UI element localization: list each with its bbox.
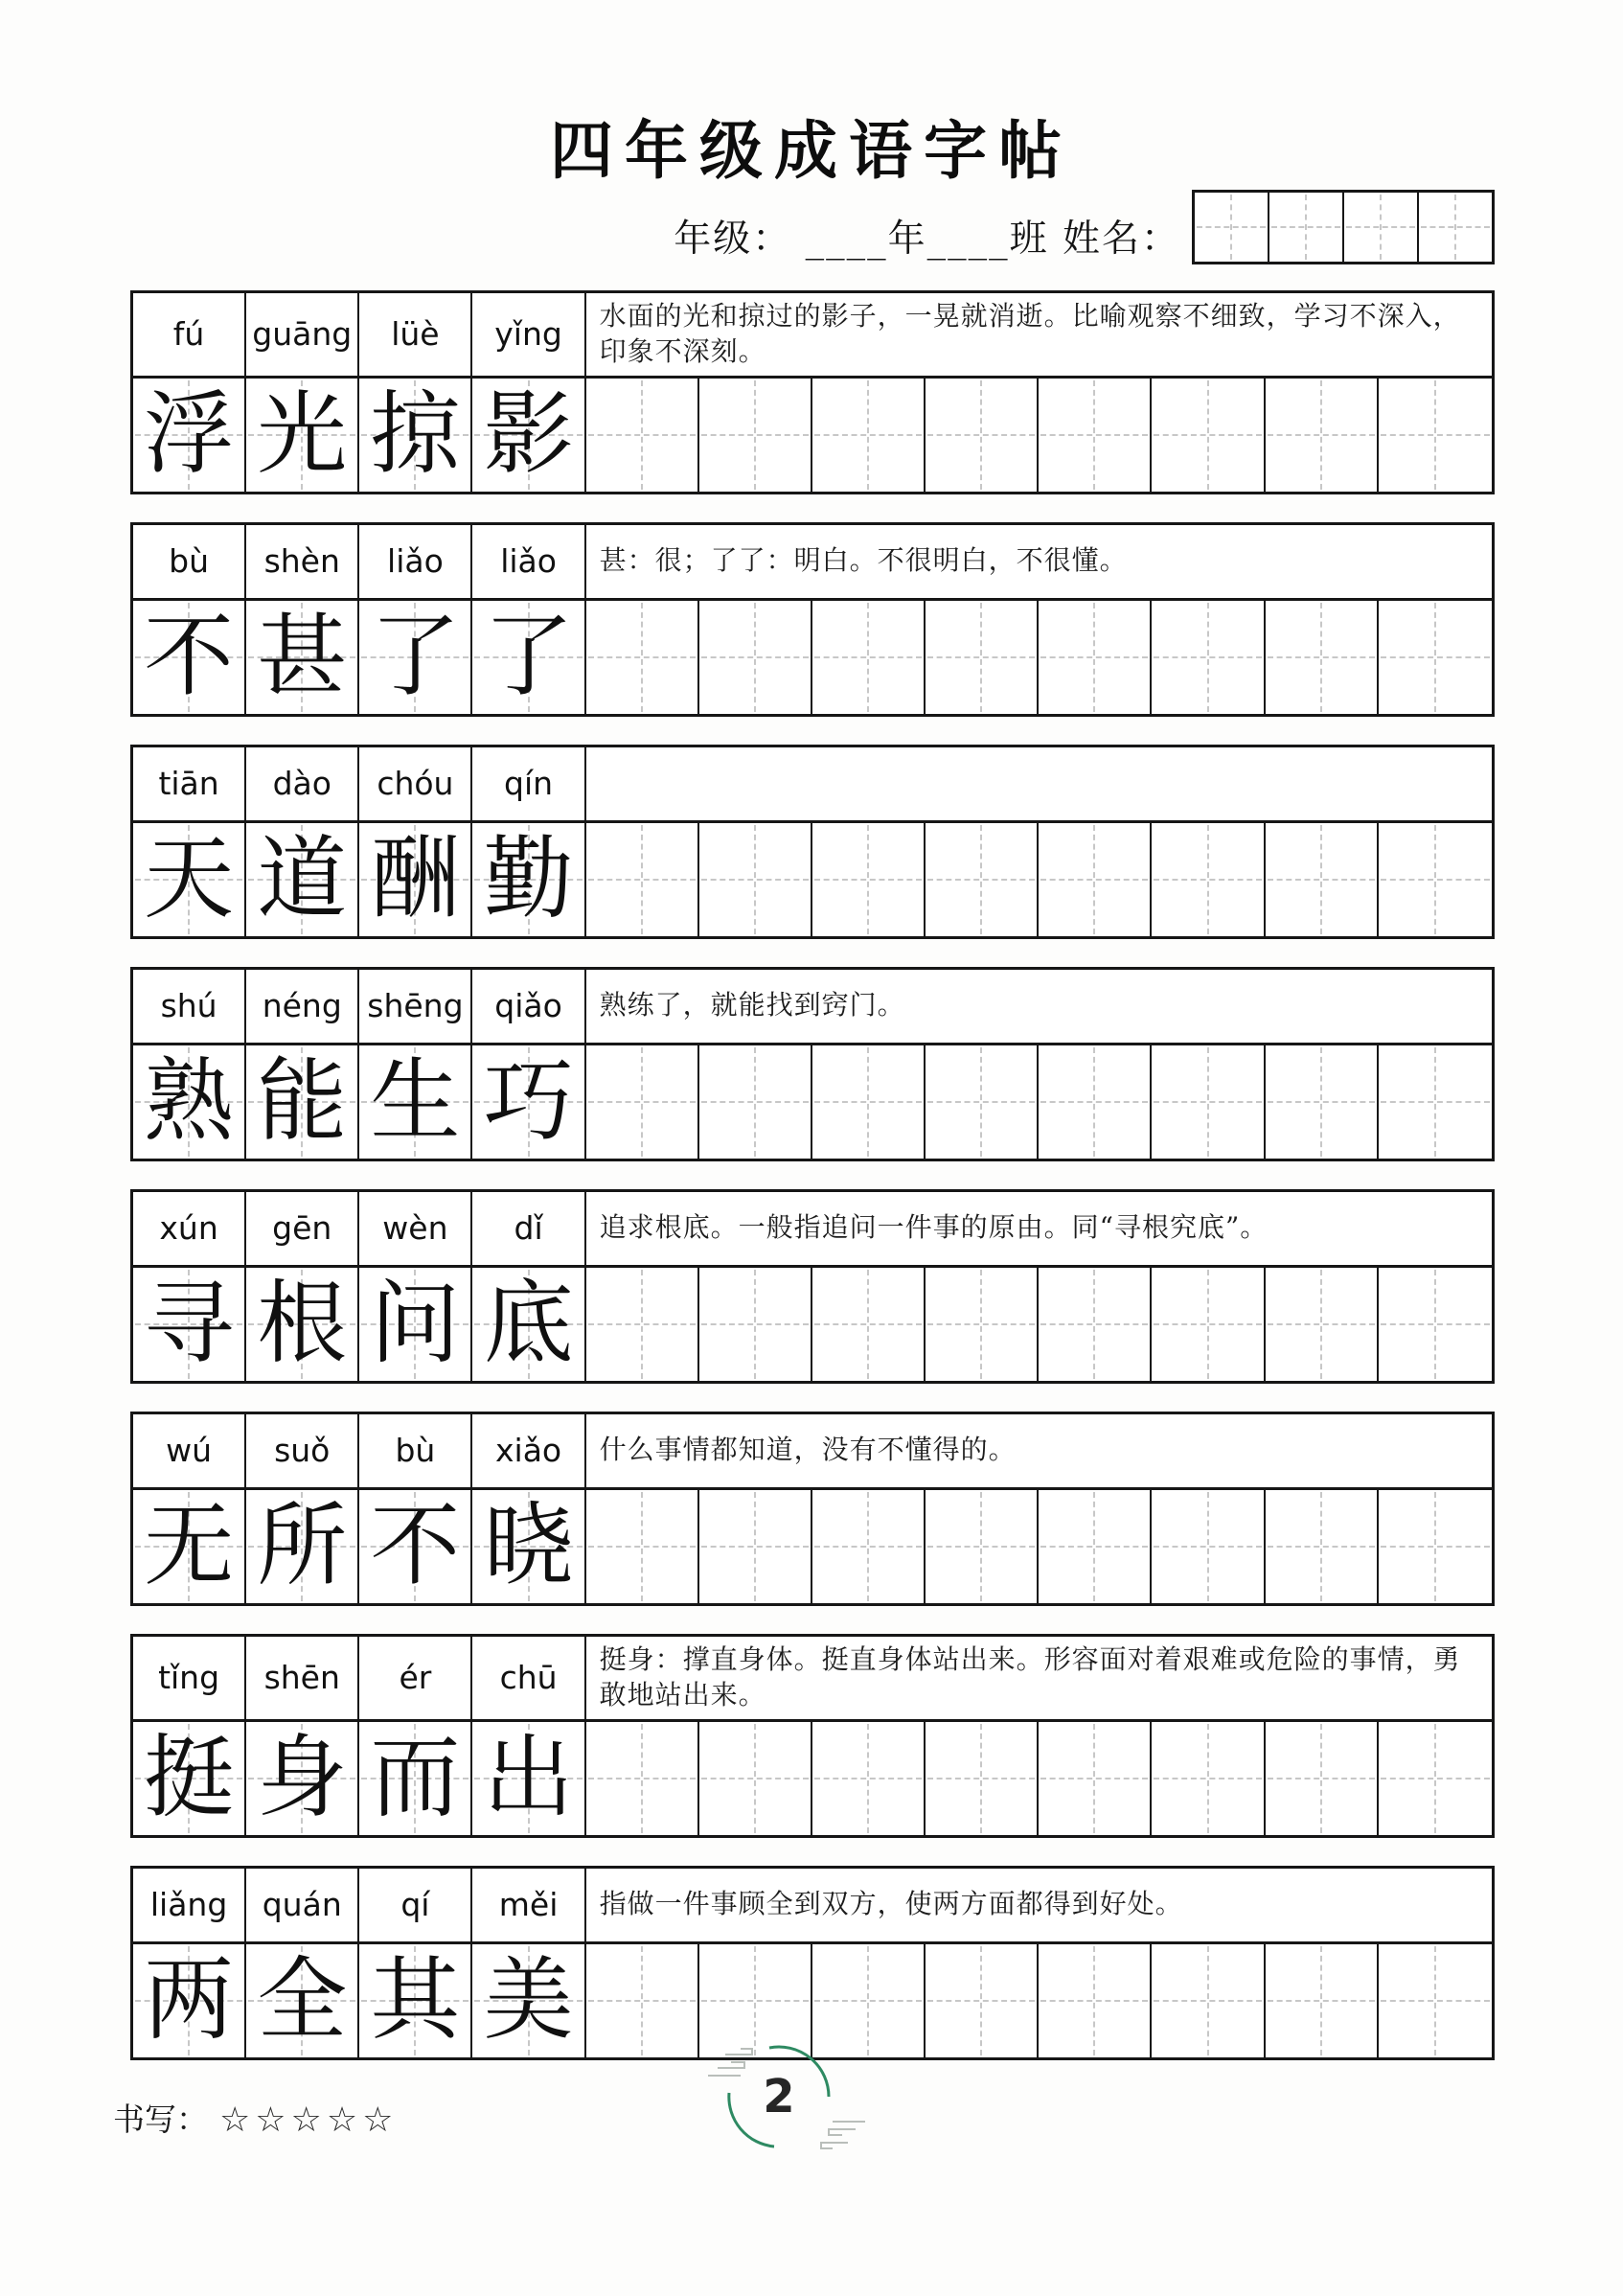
hanzi-cell bbox=[472, 1268, 585, 1381]
character-practice-row bbox=[133, 379, 1492, 492]
character-practice-row bbox=[133, 1268, 1492, 1381]
hanzi-cell bbox=[246, 1268, 359, 1381]
hanzi-cell bbox=[472, 1045, 585, 1159]
practice-cell bbox=[586, 379, 699, 492]
practice-cell bbox=[699, 823, 812, 936]
hanzi-character: 不 bbox=[370, 1493, 461, 1598]
name-grid-cell bbox=[1195, 193, 1269, 262]
definition-text: 水面的光和掠过的影子，一晃就消逝。比喻观察不细致，学习不深入，印象不深刻。 bbox=[599, 300, 1461, 367]
hanzi-character: 能 bbox=[257, 1048, 348, 1154]
idiom-section bbox=[130, 290, 1495, 494]
definition-cell bbox=[586, 1414, 1492, 1487]
cloud-icon bbox=[708, 2049, 752, 2076]
hanzi-character: 道 bbox=[257, 826, 348, 931]
practice-cell bbox=[926, 601, 1039, 714]
character-practice-row bbox=[133, 1490, 1492, 1603]
practice-cell bbox=[699, 379, 812, 492]
hanzi-character: 底 bbox=[483, 1271, 574, 1376]
hanzi-character: 挺 bbox=[144, 1725, 235, 1830]
practice-cell bbox=[1152, 601, 1265, 714]
handwriting-rating bbox=[113, 2095, 398, 2140]
hanzi-cell bbox=[472, 601, 585, 714]
practice-cell bbox=[812, 1268, 926, 1381]
hanzi-cell bbox=[133, 1045, 246, 1159]
hanzi-character: 不 bbox=[144, 604, 235, 709]
pinyin-cell: qiǎo bbox=[472, 970, 585, 1043]
hanzi-character: 了 bbox=[370, 604, 461, 709]
practice-cell bbox=[586, 1045, 699, 1159]
pinyin-cell: xiǎo bbox=[472, 1414, 585, 1487]
pinyin-cell: néng bbox=[246, 970, 359, 1043]
hanzi-character: 美 bbox=[483, 1947, 574, 2053]
practice-cell bbox=[1379, 379, 1492, 492]
practice-cell bbox=[586, 601, 699, 714]
practice-cell bbox=[1152, 1045, 1265, 1159]
pinyin-definition-row bbox=[133, 747, 1492, 823]
pinyin-cell: shú bbox=[133, 970, 246, 1043]
hanzi-character: 寻 bbox=[144, 1271, 235, 1376]
practice-cell bbox=[586, 1722, 699, 1835]
practice-cell bbox=[699, 1045, 812, 1159]
pinyin-definition-row bbox=[133, 1414, 1492, 1490]
page-number: 2 bbox=[763, 2070, 795, 2124]
hanzi-character: 勤 bbox=[483, 826, 574, 931]
pinyin-cell: dǐ bbox=[472, 1192, 585, 1265]
hanzi-cell bbox=[359, 1944, 472, 2057]
practice-cell bbox=[1152, 1944, 1265, 2057]
pinyin-cell: quán bbox=[246, 1869, 359, 1941]
practice-cell bbox=[1266, 601, 1379, 714]
pinyin-cell: bù bbox=[133, 525, 246, 598]
practice-cell bbox=[586, 1490, 699, 1603]
practice-cell bbox=[1039, 823, 1152, 936]
practice-cell bbox=[1152, 1722, 1265, 1835]
practice-cell bbox=[1379, 1490, 1492, 1603]
practice-cell bbox=[1379, 1268, 1492, 1381]
practice-cell bbox=[812, 379, 926, 492]
hanzi-character: 问 bbox=[370, 1271, 461, 1376]
pinyin-definition-row bbox=[133, 1869, 1492, 1944]
hanzi-cell bbox=[472, 1722, 585, 1835]
practice-cell bbox=[1039, 1045, 1152, 1159]
practice-cell bbox=[926, 1045, 1039, 1159]
hanzi-character: 甚 bbox=[257, 604, 348, 709]
pinyin-cell: fú bbox=[133, 293, 246, 376]
hanzi-cell bbox=[359, 379, 472, 492]
hanzi-cell bbox=[246, 601, 359, 714]
character-practice-row bbox=[133, 1722, 1492, 1835]
practice-cell bbox=[1266, 1722, 1379, 1835]
hanzi-character: 光 bbox=[257, 381, 348, 487]
pinyin-cell: tǐng bbox=[133, 1637, 246, 1719]
definition-text: 什么事情都知道，没有不懂得的。 bbox=[599, 1434, 1017, 1466]
star-rating-icons: ☆☆☆☆☆ bbox=[219, 2101, 399, 2141]
practice-cell bbox=[926, 1944, 1039, 2057]
name-grid-cell bbox=[1269, 193, 1344, 262]
definition-cell bbox=[586, 1192, 1492, 1265]
hanzi-character: 熟 bbox=[144, 1048, 235, 1154]
cloud-icon bbox=[821, 2122, 865, 2148]
practice-cell bbox=[1266, 823, 1379, 936]
hanzi-cell bbox=[246, 823, 359, 936]
pinyin-cell: liǎo bbox=[359, 525, 472, 598]
practice-cell bbox=[1039, 1268, 1152, 1381]
hanzi-cell bbox=[359, 1722, 472, 1835]
practice-cell bbox=[926, 1490, 1039, 1603]
name-grid-cell bbox=[1419, 193, 1492, 262]
practice-cell bbox=[1039, 601, 1152, 714]
hanzi-character: 影 bbox=[483, 381, 574, 487]
hanzi-character: 酬 bbox=[370, 826, 461, 931]
practice-cell bbox=[1379, 1722, 1492, 1835]
hanzi-character: 天 bbox=[144, 826, 235, 931]
definition-cell bbox=[586, 747, 1492, 820]
practice-cell bbox=[699, 1490, 812, 1603]
hanzi-cell bbox=[133, 1944, 246, 2057]
practice-cell bbox=[1152, 1268, 1265, 1381]
idiom-section bbox=[130, 745, 1495, 939]
pinyin-definition-row bbox=[133, 525, 1492, 601]
pinyin-cell: yǐng bbox=[472, 293, 585, 376]
pinyin-cell: měi bbox=[472, 1869, 585, 1941]
hanzi-cell bbox=[133, 1268, 246, 1381]
pinyin-cell: gēn bbox=[246, 1192, 359, 1265]
hanzi-character: 晓 bbox=[483, 1493, 574, 1598]
practice-cell bbox=[1379, 1045, 1492, 1159]
hanzi-character: 无 bbox=[144, 1493, 235, 1598]
pinyin-cell: dào bbox=[246, 747, 359, 820]
pinyin-definition-row bbox=[133, 293, 1492, 379]
hanzi-character: 了 bbox=[483, 604, 574, 709]
character-practice-row bbox=[133, 601, 1492, 714]
practice-cell bbox=[1266, 1490, 1379, 1603]
practice-cell bbox=[812, 1045, 926, 1159]
pinyin-cell: guāng bbox=[246, 293, 359, 376]
practice-cell bbox=[1266, 379, 1379, 492]
definition-cell bbox=[586, 1869, 1492, 1941]
hanzi-cell bbox=[359, 1490, 472, 1603]
pinyin-definition-row bbox=[133, 1192, 1492, 1268]
practice-cell bbox=[812, 1722, 926, 1835]
idiom-tables bbox=[130, 290, 1495, 2088]
practice-cell bbox=[1152, 1490, 1265, 1603]
practice-cell bbox=[699, 1722, 812, 1835]
hanzi-cell bbox=[246, 1045, 359, 1159]
name-grid-cell bbox=[1344, 193, 1419, 262]
practice-cell bbox=[812, 1490, 926, 1603]
hanzi-character: 根 bbox=[257, 1271, 348, 1376]
idiom-section bbox=[130, 522, 1495, 717]
practice-cell bbox=[586, 1944, 699, 2057]
practice-cell bbox=[812, 823, 926, 936]
hanzi-cell bbox=[472, 379, 585, 492]
idiom-section bbox=[130, 1189, 1495, 1384]
pinyin-cell: shēng bbox=[359, 970, 472, 1043]
hanzi-cell bbox=[133, 1722, 246, 1835]
name-grid bbox=[1192, 190, 1495, 264]
practice-cell bbox=[1152, 823, 1265, 936]
hanzi-character: 浮 bbox=[144, 381, 235, 487]
pinyin-cell: qín bbox=[472, 747, 585, 820]
practice-cell bbox=[1266, 1944, 1379, 2057]
definition-cell bbox=[586, 1637, 1492, 1719]
hanzi-cell bbox=[246, 379, 359, 492]
definition-cell bbox=[586, 970, 1492, 1043]
hanzi-character: 巧 bbox=[483, 1048, 574, 1154]
definition-text: 熟练了，就能找到窍门。 bbox=[599, 989, 905, 1022]
practice-cell bbox=[1039, 1944, 1152, 2057]
practice-cell bbox=[1379, 1944, 1492, 2057]
hanzi-cell bbox=[359, 823, 472, 936]
character-practice-row bbox=[133, 1045, 1492, 1159]
practice-cell bbox=[926, 1268, 1039, 1381]
pinyin-definition-row bbox=[133, 970, 1492, 1045]
definition-text: 甚：很；了了：明白。不很明白，不很懂。 bbox=[599, 544, 1128, 577]
hanzi-character: 身 bbox=[257, 1725, 348, 1830]
hanzi-cell bbox=[359, 1045, 472, 1159]
pinyin-cell: tiān bbox=[133, 747, 246, 820]
practice-cell bbox=[1379, 601, 1492, 714]
hanzi-character: 全 bbox=[257, 1947, 348, 2053]
practice-cell bbox=[1039, 379, 1152, 492]
definition-text: 挺身：撑直身体。挺直身体站出来。形容面对着艰难或危险的事情，勇敢地站出来。 bbox=[599, 1642, 1461, 1711]
practice-cell bbox=[586, 1268, 699, 1381]
hanzi-cell bbox=[472, 823, 585, 936]
practice-cell bbox=[1039, 1490, 1152, 1603]
practice-cell bbox=[926, 823, 1039, 936]
definition-text: 指做一件事顾全到双方，使两方面都得到好处。 bbox=[599, 1888, 1183, 1920]
practice-cell bbox=[699, 601, 812, 714]
hanzi-cell bbox=[472, 1944, 585, 2057]
practice-cell bbox=[926, 1722, 1039, 1835]
practice-cell bbox=[812, 601, 926, 714]
idiom-section bbox=[130, 1634, 1495, 1838]
pinyin-cell: liǎo bbox=[472, 525, 585, 598]
definition-cell bbox=[586, 293, 1492, 376]
hanzi-character: 生 bbox=[370, 1048, 461, 1154]
hanzi-character: 出 bbox=[483, 1725, 574, 1830]
hanzi-character: 而 bbox=[370, 1725, 461, 1830]
pinyin-cell: xún bbox=[133, 1192, 246, 1265]
hanzi-character: 掠 bbox=[370, 381, 461, 487]
pinyin-cell: wèn bbox=[359, 1192, 472, 1265]
practice-cell bbox=[586, 823, 699, 936]
hanzi-cell bbox=[133, 601, 246, 714]
hanzi-cell bbox=[133, 1490, 246, 1603]
pinyin-cell: qí bbox=[359, 1869, 472, 1941]
practice-cell bbox=[1152, 379, 1265, 492]
hanzi-character: 其 bbox=[370, 1947, 461, 2053]
pinyin-cell: bù bbox=[359, 1414, 472, 1487]
pinyin-cell: chū bbox=[472, 1637, 585, 1719]
practice-cell bbox=[926, 379, 1039, 492]
practice-cell bbox=[1379, 823, 1492, 936]
pinyin-cell: shèn bbox=[246, 525, 359, 598]
character-practice-row bbox=[133, 823, 1492, 936]
hanzi-cell bbox=[246, 1944, 359, 2057]
hanzi-character: 两 bbox=[144, 1947, 235, 2053]
hanzi-cell bbox=[133, 823, 246, 936]
hanzi-cell bbox=[359, 1268, 472, 1381]
rating-label: 书写： bbox=[113, 2101, 208, 2138]
pinyin-cell: ér bbox=[359, 1637, 472, 1719]
practice-cell bbox=[1039, 1722, 1152, 1835]
pinyin-cell: shēn bbox=[246, 1637, 359, 1719]
practice-cell bbox=[1266, 1045, 1379, 1159]
hanzi-cell bbox=[246, 1722, 359, 1835]
pinyin-cell: wú bbox=[133, 1414, 246, 1487]
student-info-row bbox=[130, 190, 1495, 264]
idiom-section bbox=[130, 967, 1495, 1161]
pinyin-cell: chóu bbox=[359, 747, 472, 820]
practice-cell bbox=[699, 1268, 812, 1381]
pinyin-cell: liǎng bbox=[133, 1869, 246, 1941]
pinyin-cell: suǒ bbox=[246, 1414, 359, 1487]
definition-cell bbox=[586, 525, 1492, 598]
idiom-section bbox=[130, 1412, 1495, 1606]
hanzi-cell bbox=[246, 1490, 359, 1603]
page-title: 四年级成语字帖 bbox=[550, 113, 1073, 188]
idiom-section bbox=[130, 1866, 1495, 2060]
hanzi-cell bbox=[359, 601, 472, 714]
hanzi-character: 所 bbox=[257, 1493, 348, 1598]
definition-text: 追求根底。一般指追问一件事的原由。同“寻根究底”。 bbox=[599, 1211, 1269, 1244]
pinyin-cell: lüè bbox=[359, 293, 472, 376]
pinyin-definition-row bbox=[133, 1637, 1492, 1722]
practice-cell bbox=[1266, 1268, 1379, 1381]
hanzi-cell bbox=[133, 379, 246, 492]
grade-class-name-label: 年级： ____年____班 姓名： bbox=[674, 218, 1180, 261]
hanzi-cell bbox=[472, 1490, 585, 1603]
